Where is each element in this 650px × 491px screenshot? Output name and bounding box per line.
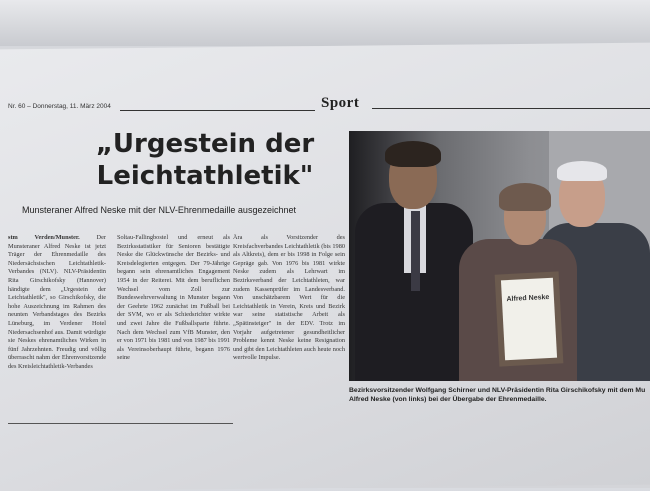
background-top — [0, 0, 650, 46]
article-column-2: Soltau-Fallingbostel und erneut als Bezirksstatistiker für Senioren bestätigte Neske die Glückwünsche der Bezirks- und Kreisdelegierten entgegen. Der 79-Jährige begann sein ehrenamtliches Engagement 1954 in der Reiterei. Mit dem beruflichen Wechsel vom Zoll zur Bundeswehrverwaltung in Munster begann der Geehrte 1962 zunächst im Fußball bei der SVM, wo er als Schiedsrichter wirkte und zwei Jahre die Fußballsparte führte. Nach dem Wechsel zum VfB Munster, den er von 1971 bis 1981 und von 1987 bis 1991 als Vereinsoberhaupt führte, begann 1976 seine — [117, 234, 230, 362]
footer-rule — [8, 423, 233, 424]
article-column-1 — [8, 234, 106, 372]
photo-caption: Bezirksvorsitzender Wolfgang Schirner und NLV-Präsidentin Rita Girschikofsky mit dem Mu Alfred Neske (von links) bei der Übergabe der Ehrenmedaille. — [349, 387, 646, 403]
dateline: stm Verden/Munster. — [8, 234, 80, 241]
header-rule-left — [120, 110, 315, 111]
header-rule-right — [372, 108, 650, 109]
person-left-tie — [411, 211, 420, 291]
column-1-text: Der Munsteraner Alfred Neske ist jetzt Träger der Ehrenmedaille des Niedersächsischen Leichtathletik-Verbandes (NLV). NLV-Präsidentin Rita Girschikofsky (Hannover) händigte dem „Urgestein der Leichtathletik", so Girschikofsky, die hohe Auszeichnung im Rahmen des neunten Verbandstages des Bezirks Lüneburg, im Verdener Hotel Niedersachsenhof aus. Damit würdigte sie Neskes ehrenamtliches Wirken in fünf Jahrzehnten. Freudig und völlig überrascht nahm der Ehrenvorsitzende des Kreisleichtathletik-Verbandes — [8, 234, 106, 370]
plaque-certificate — [501, 278, 557, 361]
headline — [70, 128, 340, 192]
section-title: Sport — [321, 95, 360, 111]
subheadline: Munsteraner Alfred Neske mit der NLV-Ehrenmedaille ausgezeichnet — [22, 205, 296, 215]
person-right-hair — [557, 161, 607, 181]
headline-line2: Leichtathletik" — [96, 161, 314, 191]
person-left-hair — [385, 141, 441, 167]
headline-line1: „Urgestein der — [95, 129, 315, 159]
person-middle-hair — [499, 183, 551, 211]
award-photo — [349, 131, 650, 381]
plaque-title: Alfred Neske — [506, 293, 550, 304]
award-plaque — [495, 271, 564, 366]
issue-line: Nr. 60 – Donnerstag, 11. März 2004 — [8, 103, 111, 110]
article-column-3: Ära als Vorsitzender des Kreisfachverbandes Leichtathletik (bis 1980 als Altkreis), dem er bis 1998 in Folge sein Gepräge gab. Von 1976 bis 1981 wirkte Neske zudem als Lehrwart im Bezirksverband der Leichtathleten, war zudem Kassenprüfer im Landesverband. Von unschätzbarem Wert für die Leichtathletik in Verein, Kreis und Bezirk war seine statistische Arbeit als „Spätinsteiger" in der EDV. Trotz im Vorjahr aufgetretener gesundheitlicher Probleme kennt Neske keine Resignation und gibt den Leichtathleten auch heute noch wertvolle Impulse. — [233, 234, 345, 362]
